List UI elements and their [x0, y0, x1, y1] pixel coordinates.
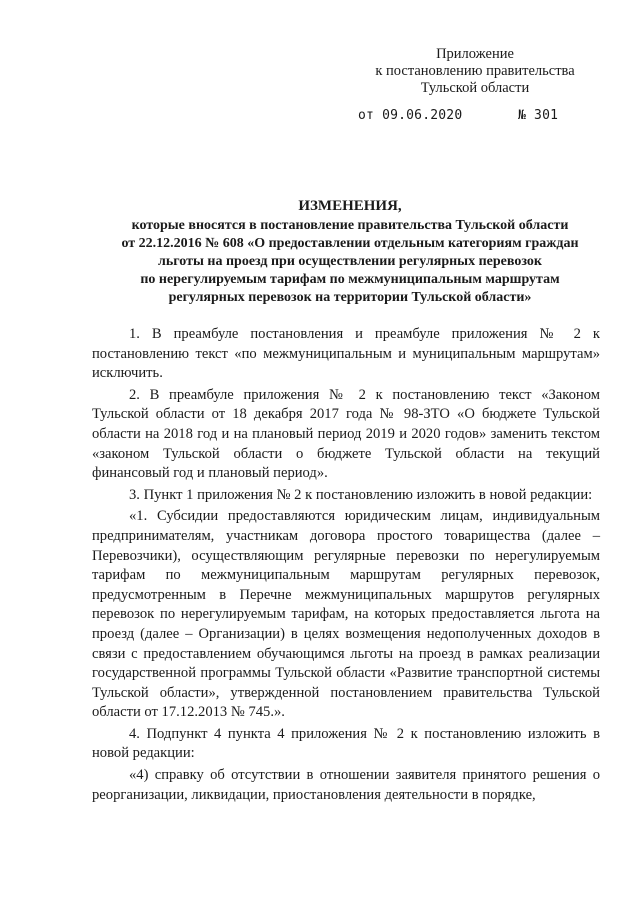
appendix-line: Тульской области [420, 80, 530, 96]
title-subtitle-line: по нерегулируемым тарифам по межмуниципальным маршрутам [140, 272, 560, 287]
body-paragraph: «4) справку об отсутствии в отношении заявителя принятого решения о реорганизации, ликвидации, приостановления деятельности в порядке, [92, 767, 600, 803]
title-subtitle-line: от 22.12.2016 № 608 «О предоставлении отдельным категориям граждан [121, 236, 579, 251]
body-paragraph: «1. Субсидии предоставляются юридическим лицам, индивидуальным предпринимателям, участникам договора простого товарищества (далее – Перевозчики), осуществляющим регулярные перевозки по нерегулируемым тарифам по межмуниципальным маршрутам регулярных перевозок, предусмотренным в Перечне межмуниципальных маршрутов регулярных перевозок по нерегулируемым тарифам, на которых предоставляется льгота на проезд (далее – Организации) в целях возмещения недополученных доходов в связи с предоставлением обучающимся льготы на проезд в рамках реализации государственной программы Тульской области «Развитие транспортной системы Тульской области», утвержденной постановлением правительства Тульской области от 17.12.2013 № 745.». [92, 508, 600, 721]
body-paragraph: 4. Подпункт 4 пункта 4 приложения № 2 к постановлению изложить в новой редакции: [92, 725, 600, 762]
appendix-header [355, 46, 595, 97]
title-subtitle-line: которые вносятся в постановление правительства Тульской области [131, 218, 569, 233]
document-body [92, 325, 600, 805]
body-paragraph: 3. Пункт 1 приложения № 2 к постановлению изложить в новой редакции: [129, 486, 593, 503]
title-subtitle-line: льготы на проезд при осуществлении регулярных перевозок [158, 254, 542, 269]
body-paragraph: 2. В преамбуле приложения № 2 к постановлению текст «Законом Тульской области от 18 декабря 2017 года № 98-ЗТО «О бюджете Тульской области на 2018 год и на плановый период 2019 и 2020 годов» заменить текстом «законом Тульской области о бюджете Тульской области на текущий финансовый год и плановый период». [92, 386, 600, 482]
body-paragraph: 1. В преамбуле постановления и преамбуле приложения № 2 к постановлению текст «по межмуниципальным и муниципальным маршрутам» исключить. [92, 326, 600, 382]
title-subtitle-line: регулярных перевозок на территории Тульской области» [168, 290, 532, 305]
appendix-line: Приложение [436, 46, 514, 62]
document-date: от 09.06.2020 [358, 108, 463, 123]
document-number: № 301 [518, 108, 559, 123]
document-title [80, 196, 620, 307]
title-main: ИЗМЕНЕНИЯ, [298, 198, 402, 214]
appendix-line: к постановлению правительства [375, 63, 575, 79]
